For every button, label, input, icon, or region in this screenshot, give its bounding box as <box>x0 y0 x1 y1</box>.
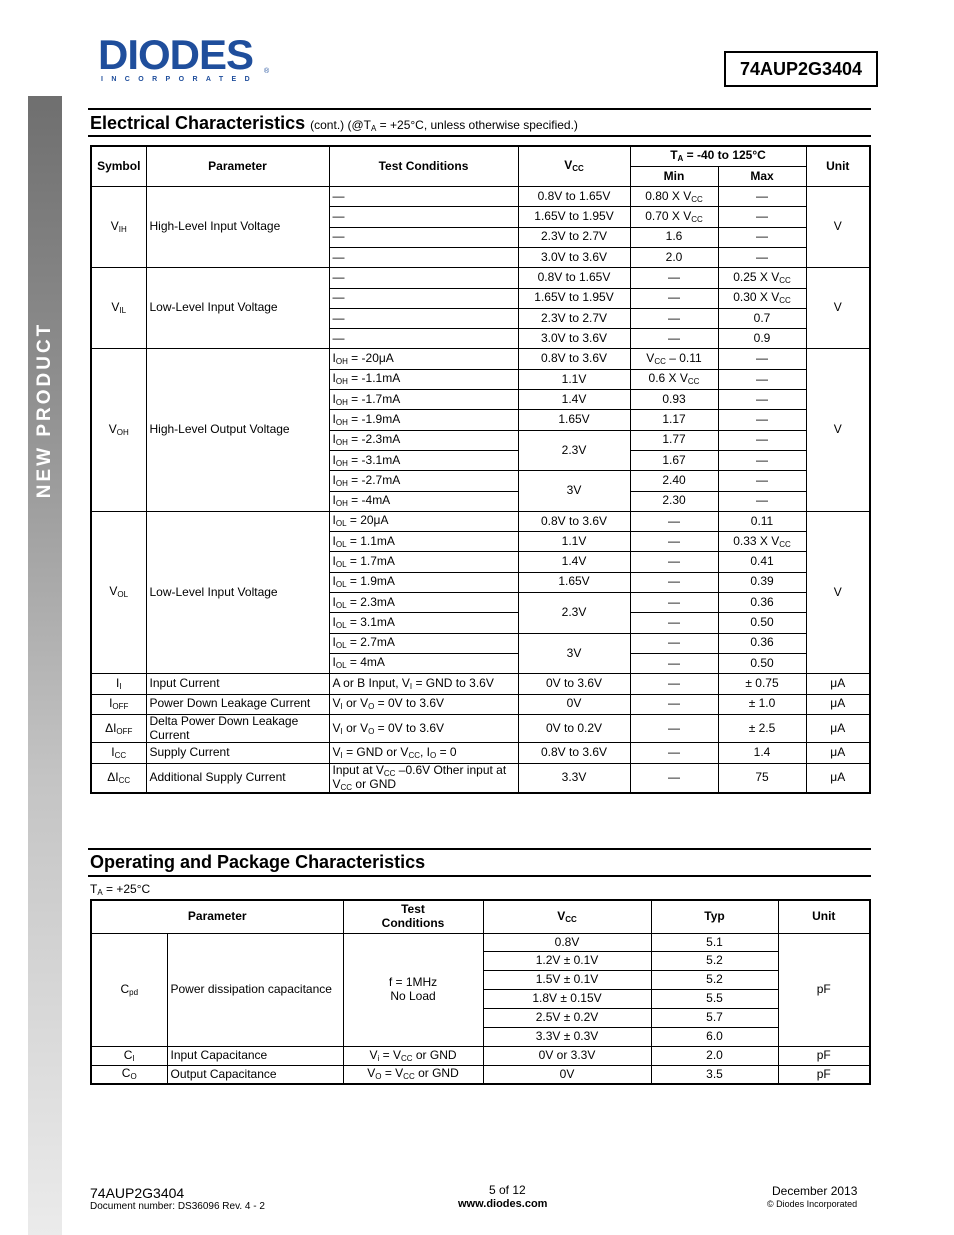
typ-cell: 5.2 <box>651 971 778 990</box>
max-cell: — <box>718 207 806 227</box>
min-cell: 2.0 <box>630 247 718 267</box>
condition-cell: $I_{OH} = -1.1mA$ <box>329 369 518 389</box>
section-rule-bottom <box>88 135 871 137</box>
max-cell: — <box>718 491 806 511</box>
condition-cell: $I_{OH} = -1.9mA$ <box>329 410 518 430</box>
min-cell: 0.80 X $V_{CC}$ <box>630 187 718 207</box>
op-header-test-conditions: Test Conditions <box>343 900 483 933</box>
vcc-cell: 0.8V to 3.6V <box>518 743 630 763</box>
condition-cell: $I_{OH} = -20\mu A$ <box>329 349 518 369</box>
parameter-cell: Supply Current <box>146 743 329 763</box>
unit-cell: V <box>806 187 870 268</box>
max-cell: — <box>718 410 806 430</box>
parameter-cell: Power dissipation capacitance <box>167 933 343 1046</box>
vcc-cell: 1.1V <box>518 532 630 552</box>
ec-title-condition: (cont.) ($@T_A = +25^\circ C$, unless otherwise specified.) <box>310 118 578 133</box>
ec-title-text: Electrical Characteristics <box>90 113 306 133</box>
vcc-cell: 1.4V <box>518 390 630 410</box>
header-min: Min <box>630 166 718 186</box>
max-cell: 0.11 <box>718 511 806 531</box>
max-cell: 0.7 <box>718 308 806 328</box>
min-cell: — <box>630 532 718 552</box>
op-header-unit: Unit <box>778 900 870 933</box>
vcc-cell: 2.3V to 2.7V <box>518 308 630 328</box>
logo-wordmark: DIODES <box>98 31 254 78</box>
parameter-cell: Delta Power Down Leakage Current <box>146 714 329 743</box>
condition-cell: $V_O = V_{CC}$ or GND <box>343 1065 483 1084</box>
table-row <box>91 743 870 763</box>
vcc-cell: 2.3V to 2.7V <box>518 227 630 247</box>
condition-cell: $I_{OH} = -4mA$ <box>329 491 518 511</box>
condition-cell: $V_I$ = GND or $V_{CC}$, $I_O = 0$ <box>329 743 518 763</box>
condition-cell: — <box>329 247 518 267</box>
min-cell: — <box>630 552 718 572</box>
op-header-typ: Typ <box>651 900 778 933</box>
condition-cell: Input at $V_{CC}$ –0.6V Other input at $V_{CC}$ or GND <box>329 763 518 793</box>
table-row <box>91 714 870 743</box>
max-cell: — <box>718 471 806 491</box>
condition-cell: — <box>329 329 518 349</box>
condition-cell: — <box>329 187 518 207</box>
unit-cell: μA <box>806 743 870 763</box>
parameter-cell: Input Current <box>146 674 329 694</box>
max-cell: — <box>718 187 806 207</box>
condition-cell: — <box>329 207 518 227</box>
unit-cell: μA <box>806 714 870 743</box>
min-cell: 2.30 <box>630 491 718 511</box>
min-cell: — <box>630 572 718 592</box>
footer-copyright: © Diodes Incorporated <box>767 1199 858 1209</box>
min-cell: 1.17 <box>630 410 718 430</box>
typ-cell: 3.5 <box>651 1065 778 1084</box>
parameter-cell: Input Capacitance <box>167 1046 343 1065</box>
op-header-parameter: Parameter <box>91 900 343 933</box>
min-cell: — <box>630 743 718 763</box>
condition-cell: — <box>329 288 518 308</box>
header-vcc: $V_{CC}$ <box>518 146 630 187</box>
unit-cell: pF <box>778 933 870 1046</box>
min-cell: — <box>630 308 718 328</box>
registered-mark: ® <box>264 68 270 75</box>
min-cell: 1.67 <box>630 450 718 470</box>
min-cell: — <box>630 593 718 613</box>
footer-doc-number: Document number: DS36096 Rev. 4 - 2 <box>90 1201 265 1212</box>
op-rule-bottom <box>88 875 871 877</box>
unit-cell: μA <box>806 763 870 793</box>
table-row <box>91 187 870 207</box>
symbol-cell: $\Delta I_{OFF}$ <box>91 714 146 743</box>
electrical-characteristics-table <box>90 145 871 794</box>
max-cell: ± 0.75 <box>718 674 806 694</box>
unit-cell: V <box>806 349 870 511</box>
table-row <box>91 349 870 369</box>
unit-cell: μA <box>806 674 870 694</box>
condition-cell: $I_{OH} = -1.7mA$ <box>329 390 518 410</box>
vcc-cell: 1.65V <box>518 572 630 592</box>
symbol-cell: $V_{OL}$ <box>91 511 146 673</box>
condition-cell: $I_{OL} = 4mA$ <box>329 653 518 673</box>
vcc-cell: 1.65V to 1.95V <box>518 207 630 227</box>
max-cell: — <box>718 390 806 410</box>
unit-cell: V <box>806 268 870 349</box>
vcc-cell: 0.8V to 3.6V <box>518 349 630 369</box>
vcc-cell: 2.3V <box>518 430 630 471</box>
vcc-cell: 3.3V <box>518 763 630 793</box>
typ-cell: 5.5 <box>651 990 778 1009</box>
condition-cell: $I_{OL} = 20\mu A$ <box>329 511 518 531</box>
max-cell: 0.39 <box>718 572 806 592</box>
max-cell: — <box>718 349 806 369</box>
parameter-cell: High-Level Output Voltage <box>146 349 329 511</box>
vcc-cell: 3.0V to 3.6V <box>518 247 630 267</box>
footer-page: 5 of 12 <box>489 1183 526 1197</box>
vcc-cell: 0V <box>483 1065 651 1084</box>
min-cell: — <box>630 694 718 714</box>
unit-cell: pF <box>778 1065 870 1084</box>
symbol-cell: $V_{OH}$ <box>91 349 146 511</box>
condition-cell: $I_{OL} = 2.7mA$ <box>329 633 518 653</box>
min-cell: — <box>630 268 718 288</box>
ta-note: $T_A = +25^\circ C$ <box>90 882 151 897</box>
vcc-cell: 0V to 0.2V <box>518 714 630 743</box>
max-cell: 0.25 X $V_{CC}$ <box>718 268 806 288</box>
max-cell: 0.30 X $V_{CC}$ <box>718 288 806 308</box>
vcc-cell: 0.8V to 1.65V <box>518 268 630 288</box>
vcc-cell: 0V or 3.3V <box>483 1046 651 1065</box>
symbol-cell: $V_{IL}$ <box>91 268 146 349</box>
condition-cell: — <box>329 227 518 247</box>
table-row <box>91 511 870 531</box>
vcc-cell: 0.8V <box>483 933 651 952</box>
condition-cell: $I_{OH} = -2.7mA$ <box>329 471 518 491</box>
max-cell: 0.50 <box>718 653 806 673</box>
min-cell: 0.6 X $V_{CC}$ <box>630 369 718 389</box>
max-cell: — <box>718 369 806 389</box>
vcc-cell: 1.65V to 1.95V <box>518 288 630 308</box>
header-symbol: Symbol <box>91 146 146 187</box>
max-cell: 75 <box>718 763 806 793</box>
condition-cell: $I_{OL} = 1.9mA$ <box>329 572 518 592</box>
header-unit: Unit <box>806 146 870 187</box>
max-cell: — <box>718 430 806 450</box>
header-ta-range: $T_A = -40$ to 125°C <box>630 146 806 166</box>
condition-cell: $I_{OL} = 3.1mA$ <box>329 613 518 633</box>
max-cell: 0.50 <box>718 613 806 633</box>
table-row <box>91 694 870 714</box>
header-parameter: Parameter <box>146 146 329 187</box>
max-cell: — <box>718 450 806 470</box>
footer-url[interactable]: www.diodes.com <box>458 1198 548 1210</box>
typ-cell: 5.2 <box>651 952 778 971</box>
footer-date: December 2013 <box>772 1184 858 1198</box>
min-cell: $V_{CC} - 0.11$ <box>630 349 718 369</box>
parameter-cell: Output Capacitance <box>167 1065 343 1084</box>
max-cell: 0.36 <box>718 593 806 613</box>
parameter-cell: High-Level Input Voltage <box>146 187 329 268</box>
op-rule-top <box>88 848 871 850</box>
typ-cell: 5.1 <box>651 933 778 952</box>
symbol-cell: $V_{IH}$ <box>91 187 146 268</box>
section-rule-top <box>88 108 871 110</box>
condition-cell: $I_{OL} = 1.7mA$ <box>329 552 518 572</box>
min-cell: 0.93 <box>630 390 718 410</box>
min-cell: — <box>630 288 718 308</box>
symbol-cell: $C_{pd}$ <box>91 933 167 1046</box>
table-row <box>91 1065 870 1084</box>
vcc-cell: 1.1V <box>518 369 630 389</box>
max-cell: 0.41 <box>718 552 806 572</box>
table-row <box>91 933 870 952</box>
max-cell: 0.36 <box>718 633 806 653</box>
min-cell: 2.40 <box>630 471 718 491</box>
typ-cell: 2.0 <box>651 1046 778 1065</box>
symbol-cell: $\Delta I_{CC}$ <box>91 763 146 793</box>
min-cell: — <box>630 511 718 531</box>
diodes-logo <box>98 31 278 90</box>
symbol-cell: $I_{CC}$ <box>91 743 146 763</box>
symbol-cell: $C_I$ <box>91 1046 167 1065</box>
condition-cell: A or B Input, $V_I$ = GND to 3.6V <box>329 674 518 694</box>
min-cell: 1.6 <box>630 227 718 247</box>
unit-cell: μA <box>806 694 870 714</box>
condition-cell: $I_{OH} = -3.1mA$ <box>329 450 518 470</box>
max-cell: — <box>718 227 806 247</box>
new-product-label: NEW PRODUCT <box>34 321 55 499</box>
side-bar <box>28 96 62 1235</box>
typ-cell: 6.0 <box>651 1027 778 1046</box>
vcc-cell: 2.3V <box>518 593 630 634</box>
max-cell: ± 2.5 <box>718 714 806 743</box>
max-cell: 1.4 <box>718 743 806 763</box>
table-row <box>91 763 870 793</box>
operating-characteristics-table <box>90 899 871 1085</box>
min-cell: 0.70 X $V_{CC}$ <box>630 207 718 227</box>
vcc-cell: 2.5V ± 0.2V <box>483 1009 651 1028</box>
typ-cell: 5.7 <box>651 1009 778 1028</box>
unit-cell: V <box>806 511 870 673</box>
table-row <box>91 268 870 288</box>
parameter-cell: Low-Level Input Voltage <box>146 511 329 673</box>
vcc-cell: 3.0V to 3.6V <box>518 329 630 349</box>
vcc-cell: 0V <box>518 694 630 714</box>
min-cell: — <box>630 329 718 349</box>
ec-section-title <box>90 113 578 134</box>
vcc-cell: 0.8V to 3.6V <box>518 511 630 531</box>
parameter-cell: Low-Level Input Voltage <box>146 268 329 349</box>
vcc-cell: 1.5V ± 0.1V <box>483 971 651 990</box>
max-cell: 0.33 X $V_{CC}$ <box>718 532 806 552</box>
condition-cell: $V_I$ or $V_O = 0V$ to 3.6V <box>329 694 518 714</box>
max-cell: ± 1.0 <box>718 694 806 714</box>
symbol-cell: $I_I$ <box>91 674 146 694</box>
logo-subtext: INCORPORATED <box>101 76 259 83</box>
max-cell: 0.9 <box>718 329 806 349</box>
unit-cell: pF <box>778 1046 870 1065</box>
table-row <box>91 1046 870 1065</box>
min-cell: — <box>630 674 718 694</box>
parameter-cell: Power Down Leakage Current <box>146 694 329 714</box>
symbol-cell: $I_{OFF}$ <box>91 694 146 714</box>
condition-cell: — <box>329 268 518 288</box>
condition-cell: $I_{OH} = -2.3mA$ <box>329 430 518 450</box>
vcc-cell: 1.2V ± 0.1V <box>483 952 651 971</box>
min-cell: — <box>630 633 718 653</box>
op-section-title: Operating and Package Characteristics <box>90 852 426 872</box>
max-cell: — <box>718 247 806 267</box>
min-cell: 1.77 <box>630 430 718 450</box>
min-cell: — <box>630 763 718 793</box>
table-row <box>91 674 870 694</box>
vcc-cell: 3V <box>518 633 630 674</box>
min-cell: — <box>630 714 718 743</box>
vcc-cell: 1.8V ± 0.15V <box>483 990 651 1009</box>
vcc-cell: 0.8V to 1.65V <box>518 187 630 207</box>
part-number-box: 74AUP2G3404 <box>724 51 878 87</box>
condition-cell: $V_i = V_{CC}$ or GND <box>343 1046 483 1065</box>
vcc-cell: 1.4V <box>518 552 630 572</box>
vcc-cell: 3V <box>518 471 630 512</box>
parameter-cell: Additional Supply Current <box>146 763 329 793</box>
vcc-cell: 0V to 3.6V <box>518 674 630 694</box>
footer-part: 74AUP2G3404 <box>90 1185 185 1201</box>
min-cell: — <box>630 653 718 673</box>
condition-cell: — <box>329 308 518 328</box>
condition-cell: f = 1MHz No Load <box>343 933 483 1046</box>
min-cell: — <box>630 613 718 633</box>
condition-cell: $V_I$ or $V_O = 0V$ to 3.6V <box>329 714 518 743</box>
vcc-cell: 3.3V ± 0.3V <box>483 1027 651 1046</box>
header-test-conditions: Test Conditions <box>329 146 518 187</box>
condition-cell: $I_{OL} = 2.3mA$ <box>329 593 518 613</box>
condition-cell: $I_{OL} = 1.1mA$ <box>329 532 518 552</box>
vcc-cell: 1.65V <box>518 410 630 430</box>
op-header-vcc: $V_{CC}$ <box>483 900 651 933</box>
symbol-cell: $C_O$ <box>91 1065 167 1084</box>
header-max: Max <box>718 166 806 186</box>
